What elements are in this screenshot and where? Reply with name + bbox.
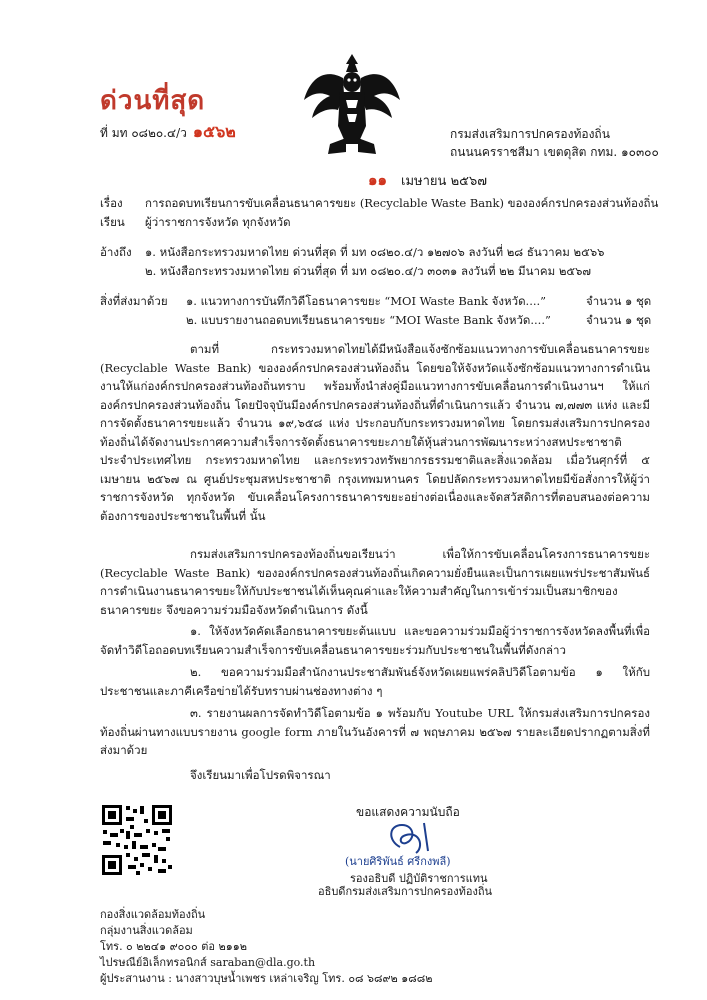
footer-phone: โทร. ๐ ๒๒๔๑ ๙๐๐๐ ต่อ ๒๑๑๒ <box>100 940 247 953</box>
enclosure-item-1-qty: จำนวน ๑ ชุด <box>586 294 652 308</box>
body-paragraph-4-text: ๒. ขอความร่วมมือสำนักงานประชาสัมพันธ์จังหวัดเผยแพร่คลิปวิดีโอตามข้อ ๑ ให้กับประชาชนและภาคีเครือข่ายได้รับทราบผ่านช่องทางต่าง ๆ <box>100 665 650 698</box>
document-date <box>368 168 487 192</box>
footer-department: กองสิ่งแวดล้อมท้องถิ่น <box>100 908 206 921</box>
body-paragraph-5-text: ๓. รายงานผลการจัดทำวิดีโอตามข้อ ๑ พร้อมกับ Youtube URL ให้กรมส่งเสริมการปกครองท้องถิ่นผ่านทางแบบรายงาน google form ภายในวันอังคารที่ ๗ พฤษภาคม ๒๕๖๗ รายละเอียดปรากฏตามสิ่งที่ส่งมาด้วย <box>100 706 650 757</box>
reference-item-1: ๑. หนังสือกระทรวงมหาดไทย ด่วนที่สุด ที่ มท ๐๘๒๐.๔/ว ๑๒๗๐๖ ลงวันที่ ๒๘ ธันวาคม ๒๕๖๖ <box>145 245 605 259</box>
enclosures-label: สิ่งที่ส่งมาด้วย <box>100 294 168 308</box>
body-paragraph-2 <box>100 545 650 619</box>
body-paragraph-1 <box>100 340 650 525</box>
urgency-stamp: ด่วนที่สุด <box>100 86 206 116</box>
salutation-text: ผู้ว่าราชการจังหวัด ทุกจังหวัด <box>145 215 291 229</box>
date-month-year: เมษายน ๒๕๖๗ <box>401 174 488 189</box>
salutation-label: เรียน <box>100 215 125 229</box>
reference-item-2: ๒. หนังสือกระทรวงมหาดไทย ด่วนที่สุด ที่ มท ๐๘๒๐.๔/ว ๓๐๓๑ ลงวันที่ ๒๒ มีนาคม ๒๕๖๗ <box>145 264 592 278</box>
body-paragraph-6 <box>100 766 650 785</box>
qr-code <box>100 803 174 877</box>
body-paragraph-1-text: ตามที่ กระทรวงมหาดไทยได้มีหนังสือแจ้งซักซ้อมแนวทางการขับเคลื่อนธนาคารขยะ (Recyclable Waste Bank) ขององค์กรปกครองส่วนท้องถิ่น โดยขอให้จังหวัดแจ้งซักซ้อมแนวทางการดำเนินงานให้แก่องค์กรปกครองส่วนท้องถิ่นทราบ พร้อมทั้งนำส่งคู่มือแนวทางการขับเคลื่อนการดำเนินงานฯ ให้แก่องค์กรปกครองส่วนท้องถิ่น โดยปัจจุบันมีองค์กรปกครองส่วนท้องถิ่นที่ดำเนินการแล้ว จำนวน ๗,๗๗๓ แห่ง และมีการจัดตั้งธนาคารขยะแล้ว จำนวน ๑๙,๖๕๘ แห่ง ประกอบกับกระทรวงมหาดไทย โดยกรมส่งเสริมการปกครองท้องถิ่นได้จัดงานประกาศความสำเร็จการจัดตั้งธนาคารขยะภายใต้หุ้นส่วนการพัฒนาระหว่างสหประชาชาติ ประจำประเทศไทย กระทรวงมหาดไทย และกระทรวงทรัพยากรธรรมชาติและสิ่งแวดล้อม เมื่อวันศุกร์ที่ ๕ เมษายน ๒๕๖๗ ณ ศูนย์ประชุมสหประชาชาติ กรุงเทพมหานคร โดยปลัดกระทรวงมหาดไทยมีข้อสั่งการให้ผู้ว่าราชการจังหวัด ทุกจังหวัด ขับเคลื่อนโครงการธนาคารขยะอย่างต่อเนื่องและจัดสวัสดิการที่ตอบสนองต่อความต้องการของประชาชนในพื้นที่ นั้น <box>100 342 650 523</box>
footer-coordinator: ผู้ประสานงาน : นางสาวบุษน้ำเพชร เหล่าเจริญ โทร. ๐๘ ๖๘๙๒ ๑๘๘๒ <box>100 972 433 985</box>
body-paragraph-3-text: ๑. ให้จังหวัดคัดเลือกธนาคารขยะต้นแบบ และขอความร่วมมือผู้ว่าราชการจังหวัดลงพื้นที่เพื่อจัดทำวิดีโอถอดบทเรียนความสำเร็จการขับเคลื่อนธนาคารขยะร่วมกับประชาชนในพื้นที่ดังกล่าว <box>100 624 650 657</box>
signatory-name: (นายศิริพันธ์ ศรีกงพลี) <box>345 855 451 868</box>
body-paragraph-5 <box>100 704 650 760</box>
document-number-prefix: ที่ มท ๐๘๒๐.๔/ว <box>100 126 187 140</box>
signatory-title-2: อธิบดีกรมส่งเสริมการปกครองท้องถิ่น <box>318 885 493 898</box>
date-day-handwritten: ๑๑ <box>368 171 388 189</box>
body-paragraph-4 <box>100 663 650 700</box>
handwritten-signature <box>380 817 440 857</box>
org-address-line2: ถนนนครราชสีมา เขตดุสิต กทม. ๑๐๓๐๐ <box>450 145 659 159</box>
body-paragraph-6-text: จึงเรียนมาเพื่อโปรดพิจารณา <box>190 768 331 782</box>
subject-text: การถอดบทเรียนการขับเคลื่อนธนาคารขยะ (Recyclable Waste Bank) ขององค์กรปกครองส่วนท้องถิ่น <box>145 196 659 210</box>
body-paragraph-3 <box>100 622 650 659</box>
enclosure-item-1: ๑. แนวทางการบันทึกวิดีโอธนาคารขยะ “MOI Waste Bank จังหวัด....” <box>186 294 547 308</box>
garuda-emblem-icon <box>300 48 404 158</box>
org-address-line1: กรมส่งเสริมการปกครองท้องถิ่น <box>450 127 610 141</box>
signatory-title-1: รองอธิบดี ปฏิบัติราชการแทน <box>350 872 488 885</box>
enclosure-item-2: ๒. แบบรายงานถอดบทเรียนธนาคารขยะ “MOI Waste Bank จังหวัด....” <box>186 313 551 327</box>
footer-division: กลุ่มงานสิ่งแวดล้อม <box>100 924 193 937</box>
footer-email: ไปรษณีย์อิเล็กทรอนิกส์ saraban@dla.go.th <box>100 956 316 969</box>
salutation-row <box>100 214 291 230</box>
document-number-handwritten: ๑๕๖๒ <box>192 122 236 141</box>
references-label: อ้างถึง <box>100 245 132 259</box>
subject-row <box>100 195 658 211</box>
document-number <box>100 120 236 145</box>
body-paragraph-2-text: กรมส่งเสริมการปกครองท้องถิ่นขอเรียนว่า เพื่อให้การขับเคลื่อนโครงการธนาคารขยะ (Recyclable Waste Bank) ขององค์กรปกครองส่วนท้องถิ่นเกิดความยั่งยืนและเป็นการเผยแพร่ประชาสัมพันธ์การดำเนินงานธนาคารขยะให้กับประชาชนได้เห็นคุณค่าและให้ความสำคัญในการเข้าร่วมเป็นสมาชิกของธนาคารขยะ จึงขอความร่วมมือจังหวัดดำเนินการ ดังนี้ <box>100 547 650 617</box>
enclosure-item-2-qty: จำนวน ๑ ชุด <box>586 313 652 327</box>
subject-label: เรื่อง <box>100 196 123 210</box>
signature-closing: ขอแสดงความนับถือ <box>356 805 460 819</box>
